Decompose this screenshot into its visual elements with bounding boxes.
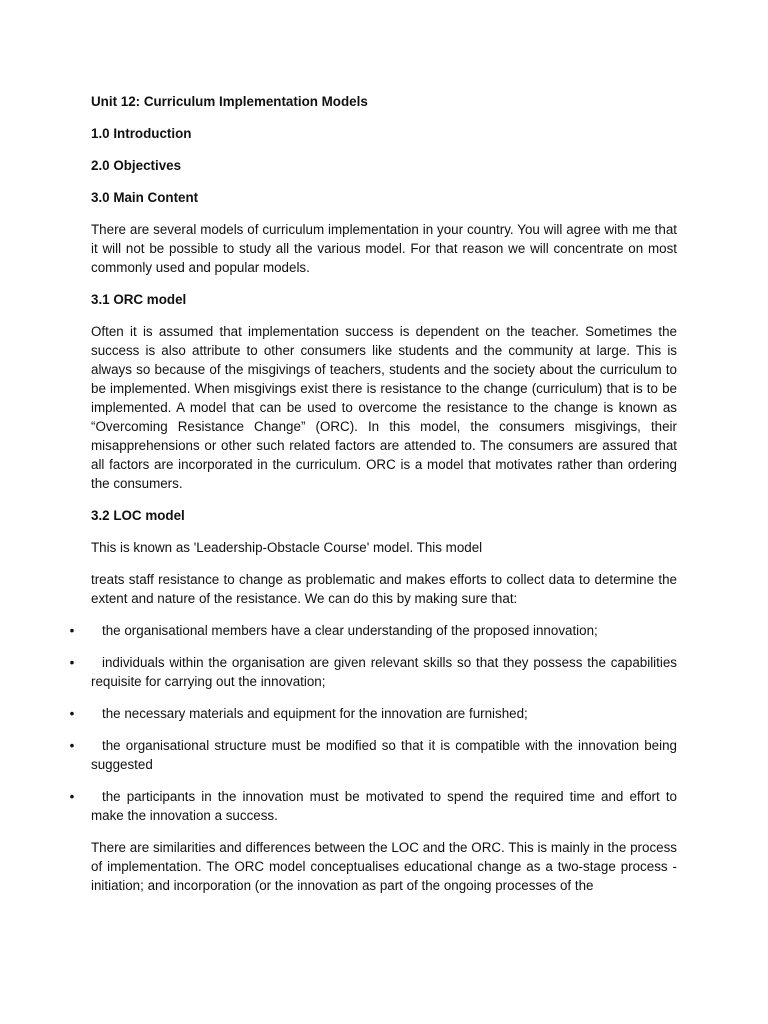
orc-paragraph: Often it is assumed that implementation success is dependent on the teacher. Sometimes the success is also attribute to other consumers like students and the community at large. This is always so because of the misgivings of teachers, students and the society about the curriculum to be implemented. When misgivings exist there is resistance to the change (curriculum) that is to be implemented. A model that can be used to overcome the resistance to the change is known as “Overcoming Resistance Change” (ORC). In this model, the consumers misgivings, their misapprehensions or other such related factors are attended to. The consumers are assured that all factors are incorporated in the curriculum. ORC is a model that motivates rather than ordering the consumers. (91, 324, 677, 491)
document-content (69, 92, 677, 908)
list-item (69, 653, 677, 691)
bullet-icon: • (69, 655, 75, 670)
document-title: Unit 12: Curriculum Implementation Models (91, 94, 368, 109)
loc-orc-comparison-paragraph: There are similarities and differences between the LOC and the ORC. This is mainly in the process of implementation. The ORC model conceptualises educational change as a two-stage process - initiation; and incorporation (or the innovation as part of the ongoing processes of the (91, 840, 677, 893)
section-heading-introduction: 1.0 Introduction (91, 126, 192, 141)
loc-bullet-list (69, 621, 677, 825)
bullet-text: individuals within the organisation are given relevant skills so that they possess the capabilities requisite for carrying out the innovation; (91, 655, 677, 689)
section-heading-main-content: 3.0 Main Content (91, 190, 199, 205)
section-heading-objectives: 2.0 Objectives (91, 158, 182, 173)
bullet-icon: • (69, 738, 75, 753)
list-item (69, 704, 677, 723)
section-heading-orc-model: 3.1 ORC model (91, 292, 187, 307)
list-item (69, 787, 677, 825)
list-item (69, 621, 677, 640)
bullet-icon: • (69, 706, 75, 721)
bullet-icon: • (69, 789, 75, 804)
bullet-text: the necessary materials and equipment for the innovation are furnished; (102, 706, 528, 721)
bullet-text: the organisational members have a clear understanding of the proposed innovation; (102, 623, 598, 638)
list-item (69, 736, 677, 774)
main-content-paragraph: There are several models of curriculum implementation in your country. You will agree with me that it will not be possible to study all the various model. For that reason we will concentrate on most commonly used and popular models. (91, 222, 677, 275)
loc-intro-line: This is known as 'Leadership-Obstacle Course' model. This model (91, 540, 483, 555)
section-heading-loc-model: 3.2 LOC model (91, 508, 185, 523)
bullet-text: the participants in the innovation must be motivated to spend the required time and effort to make the innovation a success. (91, 789, 677, 823)
bullet-text: the organisational structure must be modified so that it is compatible with the innovation being suggested (91, 738, 677, 772)
bullet-icon: • (69, 623, 75, 638)
loc-paragraph: treats staff resistance to change as problematic and makes efforts to collect data to determine the extent and nature of the resistance. We can do this by making sure that: (91, 572, 677, 606)
